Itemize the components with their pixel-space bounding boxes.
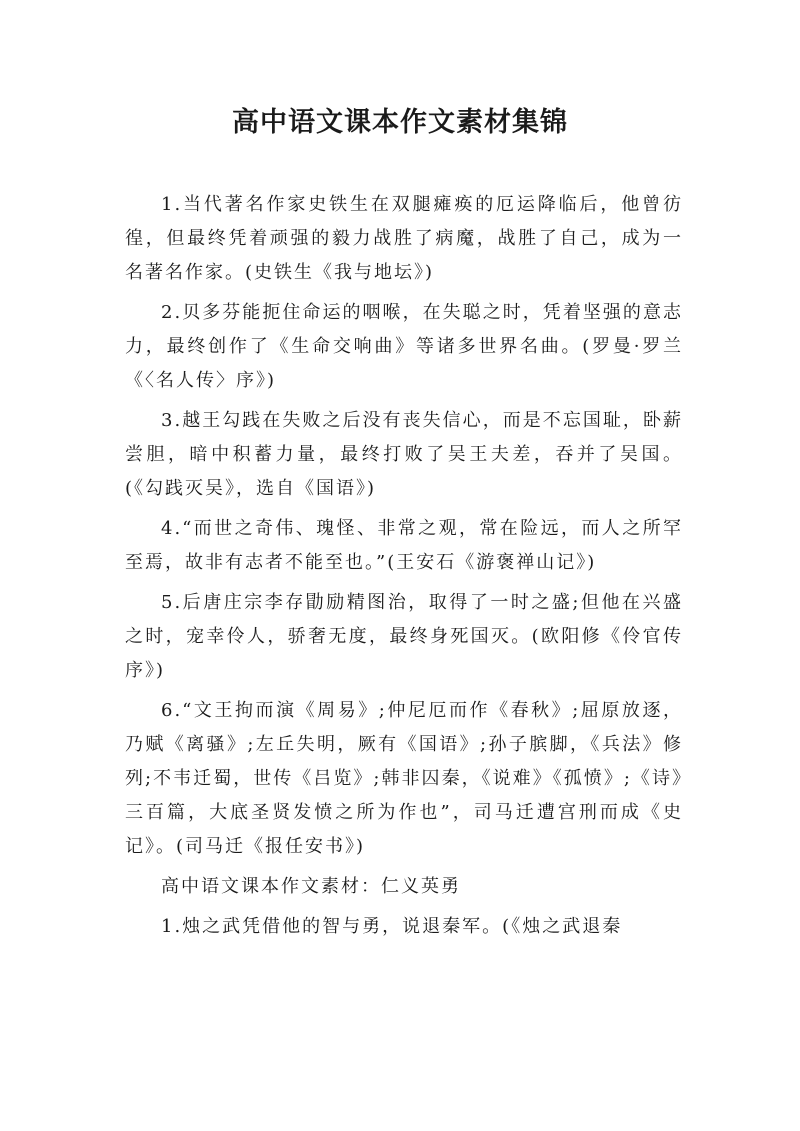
section-subheading: 高中语文课本作文素材：仁义英勇 <box>161 876 461 897</box>
paragraph-4: 4.“而世之奇伟、瑰怪、非常之观，常在险远，而人之所罕至焉，故非有志者不能至也。”(王安石《游褒禅山记》) <box>125 518 683 573</box>
paragraph-3: 3.越王勾践在失败之后没有丧失信心，而是不忘国耻，卧薪尝胆，暗中积蓄力量，最终打败了吴王夫差，吞并了吴国。(《勾践灭吴》，选自《国语》) <box>125 410 683 499</box>
paragraph-2: 2.贝多芬能扼住命运的咽喉，在失聪之时，凭着坚强的意志力，最终创作了《生命交响曲》等诸多世界名曲。(罗曼·罗兰《〈名人传〉序》) <box>125 302 683 391</box>
paragraph-5: 5.后唐庄宗李存勖励精图治，取得了一时之盛;但他在兴盛之时，宠幸伶人，骄奢无度，最终身死国灭。(欧阳修《伶官传序》) <box>125 592 683 681</box>
paragraph-1: 1.当代著名作家史铁生在双腿瘫痪的厄运降临后，他曾彷徨，但最终凭着顽强的毅力战胜了病魔，战胜了自己，成为一名著名作家。(史铁生《我与地坛》) <box>125 194 683 283</box>
paragraph-7: 1.烛之武凭借他的智与勇，说退秦军。(《烛之武退秦 <box>161 916 623 937</box>
paragraph-6: 6.“文王拘而演《周易》;仲尼厄而作《春秋》;屈原放逐，乃赋《离骚》;左丘失明，厥有《国语》;孙子膑脚，《兵法》修列;不韦迁蜀，世传《吕览》;韩非囚秦，《说难》《孤愤》;《诗》三百篇，大底圣贤发愤之所为作也”，司马迁遭宫刑而成《史记》。(司马迁《报任安书》) <box>125 700 683 857</box>
document-title: 高中语文课本作文素材集锦 <box>232 107 568 138</box>
document-body <box>125 188 683 950</box>
